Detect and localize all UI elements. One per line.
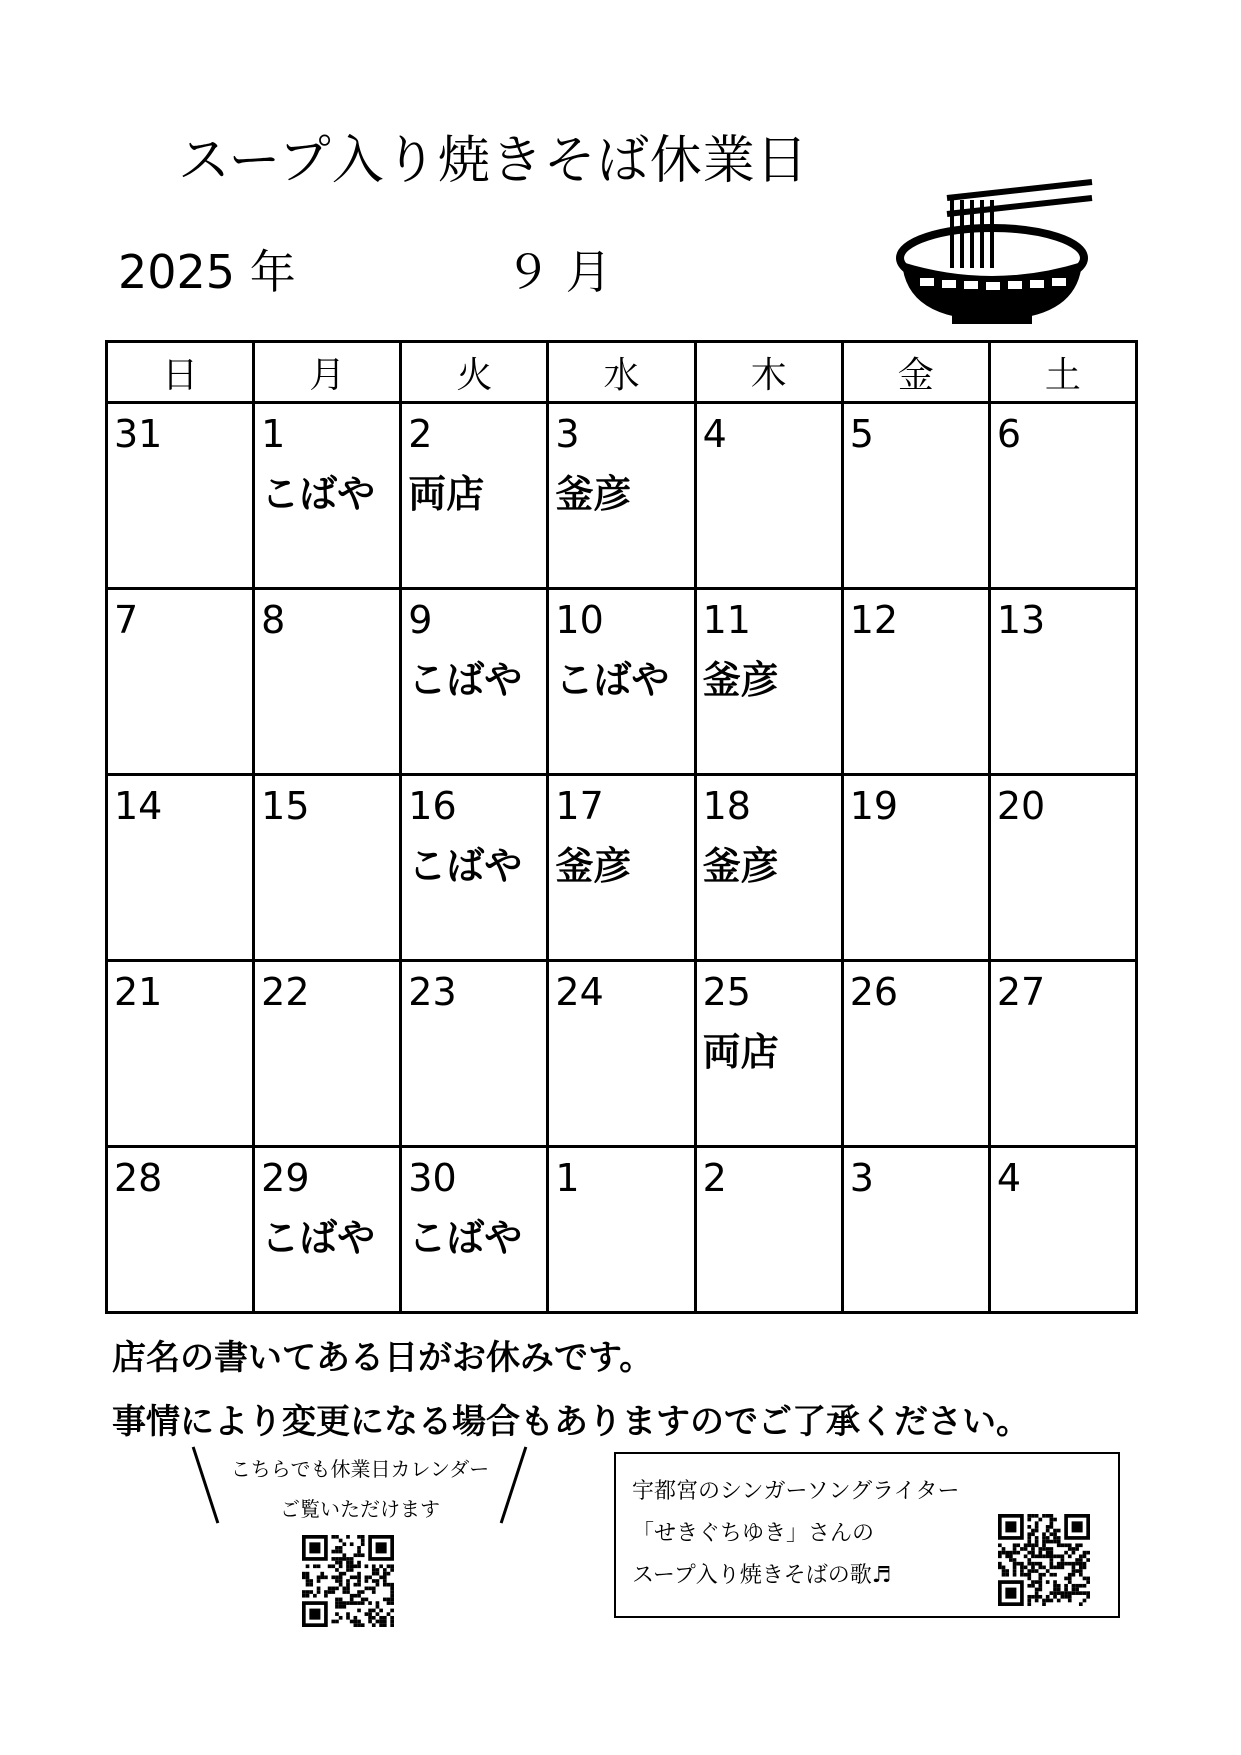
calendar-day-cell xyxy=(254,1147,401,1313)
day-number: 27 xyxy=(996,970,1046,1014)
weekday-header: 土 xyxy=(989,342,1136,403)
calendar-week-row xyxy=(107,961,1137,1147)
calendar-day-cell xyxy=(842,961,989,1147)
calendar-day-cell xyxy=(695,403,842,589)
day-number: 3 xyxy=(849,1156,874,1200)
calendar-week-row xyxy=(107,403,1137,589)
day-number: 25 xyxy=(702,970,751,1014)
closed-shop-label: こばや xyxy=(261,472,376,516)
calendar-day-cell xyxy=(695,961,842,1147)
weekday-header: 金 xyxy=(842,342,989,403)
day-number: 22 xyxy=(261,970,310,1014)
closed-shop-label: こばや xyxy=(408,658,523,702)
day-number: 9 xyxy=(408,598,433,642)
month-label: ９ 月 xyxy=(505,245,612,299)
calendar-day-cell xyxy=(107,589,254,775)
calendar-day-cell xyxy=(401,403,548,589)
closed-shop-label: 釜彦 xyxy=(702,844,779,888)
calendar-day-cell xyxy=(989,775,1136,961)
day-number: 20 xyxy=(996,784,1046,828)
day-number: 10 xyxy=(555,598,604,642)
day-number: 18 xyxy=(702,784,751,828)
day-number: 15 xyxy=(261,784,310,828)
qr-code-icon[interactable] xyxy=(302,1535,394,1627)
calendar-day-cell xyxy=(548,403,695,589)
weekday-header: 水 xyxy=(548,342,695,403)
closed-shop-label: こばや xyxy=(555,658,670,702)
day-number: 1 xyxy=(261,412,286,456)
change-note: 事情により変更になる場合もありますのでご了承ください。 xyxy=(112,1402,1030,1442)
day-number: 24 xyxy=(555,970,604,1014)
calendar-grid xyxy=(105,340,1138,1314)
day-number: 26 xyxy=(849,970,899,1014)
calendar-day-cell xyxy=(254,403,401,589)
day-number: 23 xyxy=(408,970,457,1014)
weekday-header-row xyxy=(107,342,1137,403)
day-number: 21 xyxy=(114,970,163,1014)
calendar-day-cell xyxy=(842,589,989,775)
day-number: 12 xyxy=(849,598,899,642)
calendar-day-cell xyxy=(254,775,401,961)
day-number: 19 xyxy=(849,784,899,828)
weekday-header: 日 xyxy=(107,342,254,403)
day-number: 5 xyxy=(849,412,874,456)
closed-shop-label: 両店 xyxy=(702,1030,779,1074)
calendar-week-row xyxy=(107,1147,1137,1313)
day-number: 1 xyxy=(555,1156,580,1200)
calendar-day-cell xyxy=(548,775,695,961)
day-number: 8 xyxy=(261,598,286,642)
calendar-day-cell xyxy=(842,1147,989,1313)
calendar-day-cell xyxy=(401,1147,548,1313)
day-number: 14 xyxy=(114,784,163,828)
day-number: 17 xyxy=(555,784,604,828)
calendar-week-row xyxy=(107,589,1137,775)
calendar-day-cell xyxy=(695,775,842,961)
noodle-bowl-icon xyxy=(892,170,1142,330)
closed-shop-label: こばや xyxy=(408,844,523,888)
weekday-header: 月 xyxy=(254,342,401,403)
promo-line: 宇都宮のシンガーソングライター xyxy=(632,1479,960,1504)
calendar-day-cell xyxy=(695,1147,842,1313)
day-number: 3 xyxy=(555,412,580,456)
closed-shop-label: こばや xyxy=(408,1216,523,1260)
qr-caption-line: ご覧いただけます xyxy=(280,1497,440,1521)
calendar-day-cell xyxy=(548,589,695,775)
calendar-day-cell xyxy=(401,589,548,775)
closed-shop-label: こばや xyxy=(261,1216,376,1260)
qr-code-icon[interactable] xyxy=(998,1514,1090,1606)
calendar-day-cell xyxy=(107,775,254,961)
calendar-day-cell xyxy=(548,961,695,1147)
closed-shop-label: 釜彦 xyxy=(555,472,632,516)
day-number: 13 xyxy=(996,598,1046,642)
weekday-header: 木 xyxy=(695,342,842,403)
promo-line: スープ入り焼きそばの歌♬ xyxy=(632,1563,892,1588)
calendar-day-cell xyxy=(989,961,1136,1147)
calendar-day-cell xyxy=(254,961,401,1147)
weekday-header: 火 xyxy=(401,342,548,403)
calendar-day-cell xyxy=(989,403,1136,589)
calendar-day-cell xyxy=(548,1147,695,1313)
day-number: 31 xyxy=(114,412,163,456)
qr-caption-line: こちらでも休業日カレンダー xyxy=(230,1457,490,1481)
calendar-day-cell xyxy=(989,589,1136,775)
day-number: 2 xyxy=(702,1156,727,1200)
closure-note: 店名の書いてある日がお休みです。 xyxy=(112,1338,654,1378)
calendar-day-cell xyxy=(107,961,254,1147)
calendar-day-cell xyxy=(842,775,989,961)
calendar-day-cell xyxy=(842,403,989,589)
day-number: 2 xyxy=(408,412,433,456)
day-number: 16 xyxy=(408,784,457,828)
calendar-week-row xyxy=(107,775,1137,961)
calendar-day-cell xyxy=(401,775,548,961)
day-number: 4 xyxy=(702,412,727,456)
day-number: 30 xyxy=(408,1156,457,1200)
calendar-day-cell xyxy=(989,1147,1136,1313)
day-number: 11 xyxy=(702,598,751,642)
closed-shop-label: 両店 xyxy=(408,472,485,516)
closed-shop-label: 釜彦 xyxy=(702,658,779,702)
day-number: 4 xyxy=(996,1156,1022,1200)
page-title: スープ入り焼きそば休業日 xyxy=(178,131,809,191)
day-number: 29 xyxy=(261,1156,310,1200)
calendar-day-cell xyxy=(695,589,842,775)
closed-shop-label: 釜彦 xyxy=(555,844,632,888)
day-number: 6 xyxy=(996,412,1022,456)
year-label: 2025 年 xyxy=(118,245,296,299)
day-number: 7 xyxy=(114,598,139,642)
calendar-day-cell xyxy=(254,589,401,775)
song-promo-box xyxy=(614,1452,1120,1618)
calendar-day-cell xyxy=(107,1147,254,1313)
day-number: 28 xyxy=(114,1156,163,1200)
calendar-day-cell xyxy=(401,961,548,1147)
calendar-day-cell xyxy=(107,403,254,589)
promo-line: 「せきぐちゆき」さんの xyxy=(632,1521,875,1546)
